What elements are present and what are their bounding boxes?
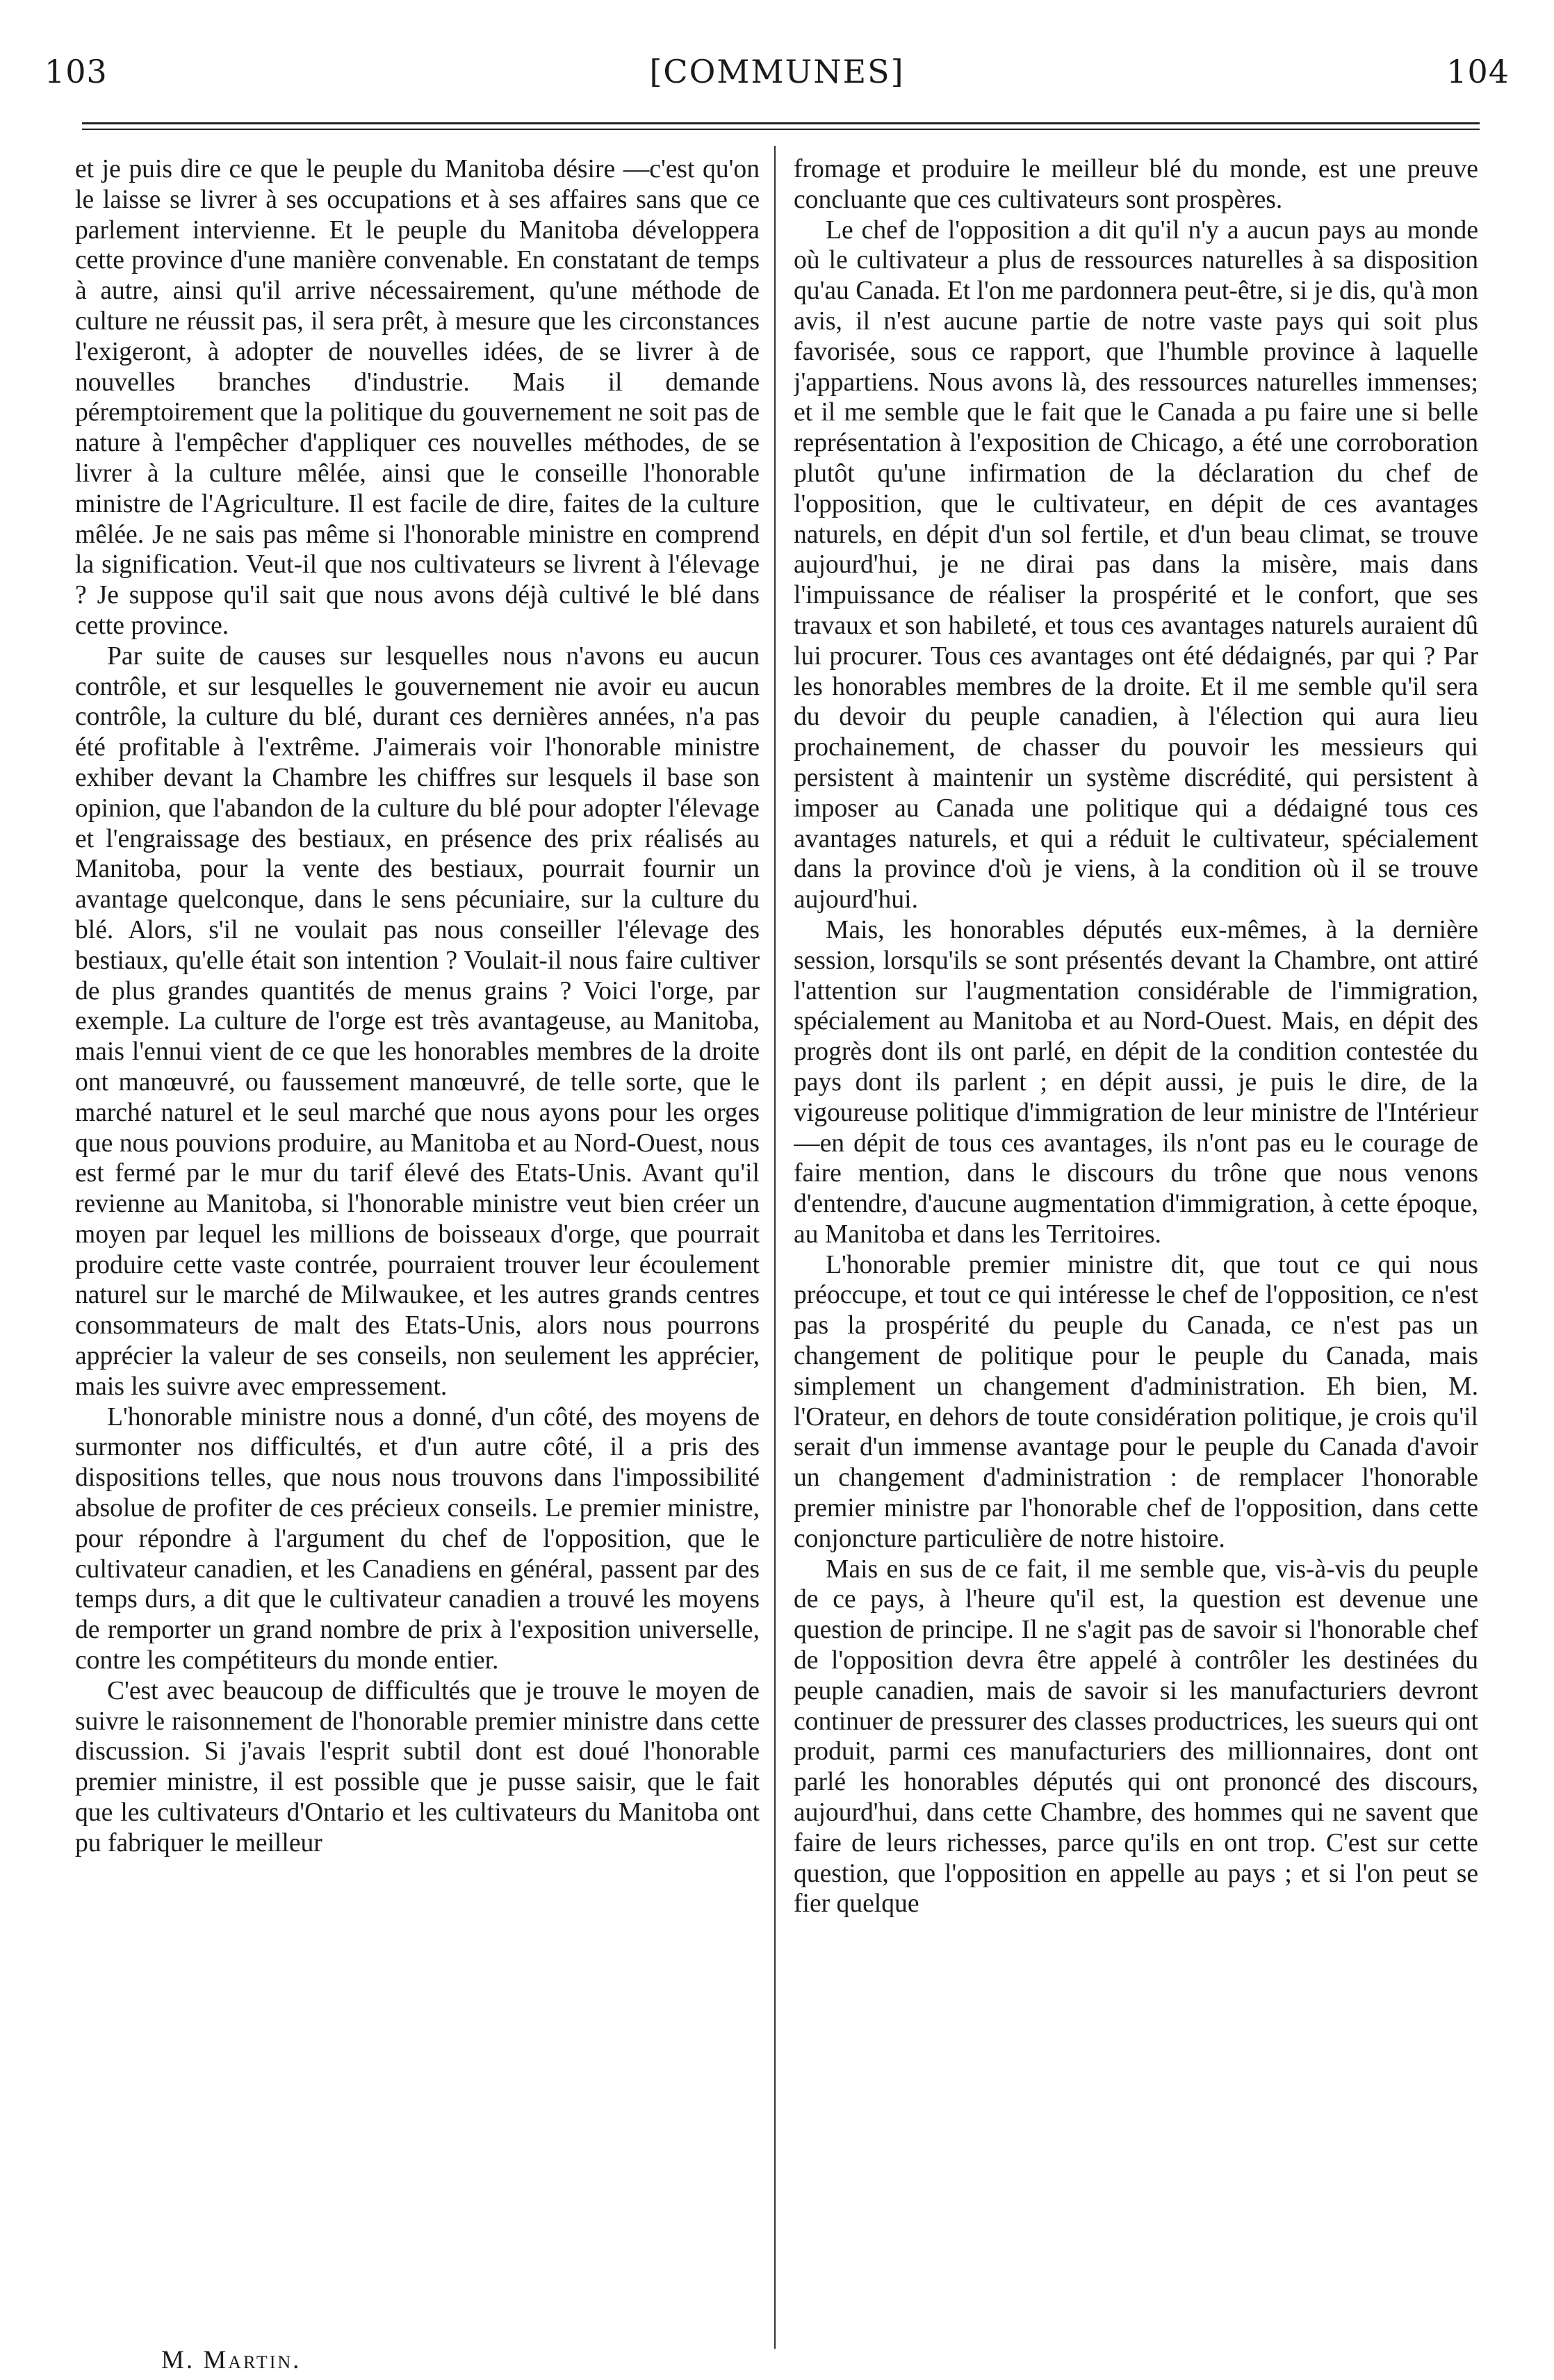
paragraph: fromage et produire le meilleur blé du monde, est une preuve concluante que ces cultivateurs sont prospères. [794,155,1478,214]
left-column [75,154,760,2350]
paragraph: et je puis dire ce que le peuple du Manitoba désire —c'est qu'on le laisse se livrer à ses occupations et à ses affaires sans que ce parlement intervienne. Et le peuple du Manitoba développera cette province d'une manière convenable. En constatant de temps à autre, ainsi qu'il arrive nécessairement, qu'une méthode de culture ne réussit pas, il sera prêt, à mesure que les circonstances l'exigeront, à adopter de nouvelles idées, de se livrer à de nouvelles branches d'industrie. Mais il demande péremptoirement que la politique du gouvernement ne soit pas de nature à l'empêcher d'appliquer ces nouvelles méthodes, de se livrer à la culture mêlée, ainsi que le conseille l'honorable ministre de l'Agriculture. Il est facile de dire, faites de la culture mêlée. Je ne sais pas même si l'honorable ministre en comprend la signification. Veut-il que nos cultivateurs se livrent à l'élevage ? Je suppose qu'il sait que nous avons déjà cultivé le blé dans cette province. [75,155,760,640]
header-rule-top [82,122,1480,124]
paragraph: Mais en sus de ce fait, il me semble que, vis-à-vis du peuple de ce pays, à l'heure qu'il est, la question est devenue une question de principe. Il ne s'agit pas de savoir si l'honorable chef de l'opposition devra être appelé à contrôler les destinées du peuple canadien, mais de savoir si les manufacturiers devront continuer de pressurer des classes productrices, les sueurs qui ont produit, parmi ces manufacturiers des millionnaires, dont ont parlé les honorables députés qui ont prononcé des discours, aujourd'hui, dans cette Chambre, des hommes qui ne savent que faire de leurs richesses, parce qu'ils en ont trop. C'est sur cette question, que l'opposition en appelle au pays ; et si l'on peut se fier quelque [794,1554,1478,1919]
page-number-right: 104 [1446,53,1510,90]
paragraph: L'honorable premier ministre dit, que tout ce qui nous préoccupe, et tout ce qui intéresse le chef de l'opposition, ce n'est pas la prospérité du peuple du Canada, ce n'est pas un changement de politique pour le peuple du Canada, mais simplement un changement d'administration. Eh bien, M. l'Orateur, en dehors de toute considération politique, je crois qu'il serait d'un immense avantage pour le peuple du Canada d'avoir un changement d'administration : de remplacer l'honorable premier ministre par l'honorable chef de l'opposition, dans cette conjoncture particulière de notre histoire. [794,1250,1478,1553]
paragraph: Par suite de causes sur lesquelles nous n'avons eu aucun contrôle, et sur lesquelles le gouvernement nie avoir eu aucun contrôle, la culture du blé, durant ces dernières années, n'a pas été profitable à l'extrême. J'aimerais voir l'honorable ministre exhiber devant la Chambre les chiffres sur lesquels il base son opinion, que l'abandon de la culture du blé pour adopter l'élevage et l'engraissage des bestiaux, en présence des prix réalisés au Manitoba, pour la vente des bestiaux, pourrait fournir un avantage quelconque, dans le sens pécuniaire, sur la culture du blé. Alors, s'il ne voulait pas nous conseiller l'élevage des bestiaux, qu'elle était son intention ? Voulait-il nous faire cultiver de plus grandes quantités de menus grains ? Voici l'orge, par exemple. La culture de l'orge est très avantageuse, au Manitoba, mais l'ennui vient de ce que les honorables membres de la droite ont manœuvré, ou faussement manœuvré, de telle sorte, que le marché naturel et le seul marché que nous ayons pour les orges que nous pouvions produire, au Manitoba et au Nord-Ouest, nous est fermé par le mur du tarif élevé des Etats-Unis. Avant qu'il revienne au Manitoba, si l'honorable ministre veut bien créer un moyen par lequel les millions de boisseaux d'orge, que pourrait produire cette vaste contrée, pourraient trouver leur écoulement naturel sur le marché de Milwaukee, et les autres grands centres consommateurs de malt des Etats-Unis, alors nous pourrons apprécier la valeur de ses conseils, non seulement les apprécier, mais les suivre avec empressement. [75,641,760,1401]
page-header [0,0,1554,111]
page-number-left: 103 [44,53,108,90]
header-rule-bottom [82,129,1480,130]
paragraph: L'honorable ministre nous a donné, d'un côté, des moyens de surmonter nos difficultés, et d'un autre côté, il a pris des dispositions telles, que nous nous trouvons dans l'impossibilité absolue de profiter de ces précieux conseils. Le premier ministre, pour répondre à l'argument du chef de l'opposition, que le cultivateur canadien, et les Canadiens en général, passent par des temps durs, a dit que le cultivateur canadien a trouvé les moyens de remporter un grand nombre de prix à l'exposition universelle, contre les compétiteurs du monde entier. [75,1402,760,1675]
paragraph: Le chef de l'opposition a dit qu'il n'y a aucun pays au monde où le cultivateur a plus de ressources naturelles à sa disposition qu'au Canada. Et l'on me pardonnera peut-être, si je dis, qu'à mon avis, il n'est aucune partie de notre vaste pays qui soit plus favorisée, sous ce rapport, que l'humble province à laquelle j'appartiens. Nous avons là, des ressources naturelles immenses; et il me semble que le fait que le Canada a pu faire une si belle représentation à l'exposition de Chicago, a été une corroboration plutôt qu'une infirmation de la déclaration du chef de l'opposition, que le cultivateur, en dépit de ces avantages naturels, en dépit d'un sol fertile, et d'un beau climat, se trouve aujourd'hui, je ne dirai pas dans la misère, mais dans l'impuissance de réaliser la prospérité et le confort, que ses travaux et son habileté, et tous ces avantages naturels auraient dû lui procurer. Tous ces avantages ont été dédaignés, par qui ? Par les honorables membres de la droite. Et il me semble qu'il sera du devoir du peuple canadien, à l'élection qui aura lieu prochainement, de chasser du pouvoir les messieurs qui persistent à maintenir un système discrédité, qui persistent à imposer au Canada une politique qui a dédaigné tous ces avantages naturels, et qui a réduit le cultivateur, spécialement dans la province d'où je viens, à la condition où il se trouve aujourd'hui. [794,215,1478,914]
speaker-name: M. Martin. [161,2346,302,2374]
right-column [794,154,1478,2350]
paragraph: Mais, les honorables députés eux-mêmes, à la dernière session, lorsqu'ils se sont présentés devant la Chambre, ont attiré l'attention sur l'augmentation considérable de l'immigration, spécialement au Manitoba et au Nord-Ouest. Mais, en dépit des progrès dont ils ont parlé, en dépit de la condition contestée du pays dont ils parlent ; en dépit aussi, je puis le dire, de la vigoureuse politique d'immigration de leur ministre de l'Intérieur—en dépit de tous ces avantages, ils n'ont pas eu le courage de faire mention, dans le discours du trône que nous venons d'entendre, d'aucune augmentation d'immigration, à cette époque, au Manitoba et dans les Territoires. [794,915,1478,1249]
paragraph: C'est avec beaucoup de difficultés que je trouve le moyen de suivre le raisonnement de l'honorable premier ministre dans cette discussion. Si j'avais l'esprit subtil dont est doué l'honorable premier ministre, il est possible que je pusse saisir, que le fait que les cultivateurs d'Ontario et les cultivateurs du Manitoba ont pu fabriquer le meilleur [75,1676,760,1857]
column-divider [774,146,776,2349]
running-title: [COMMUNES] [649,53,905,90]
